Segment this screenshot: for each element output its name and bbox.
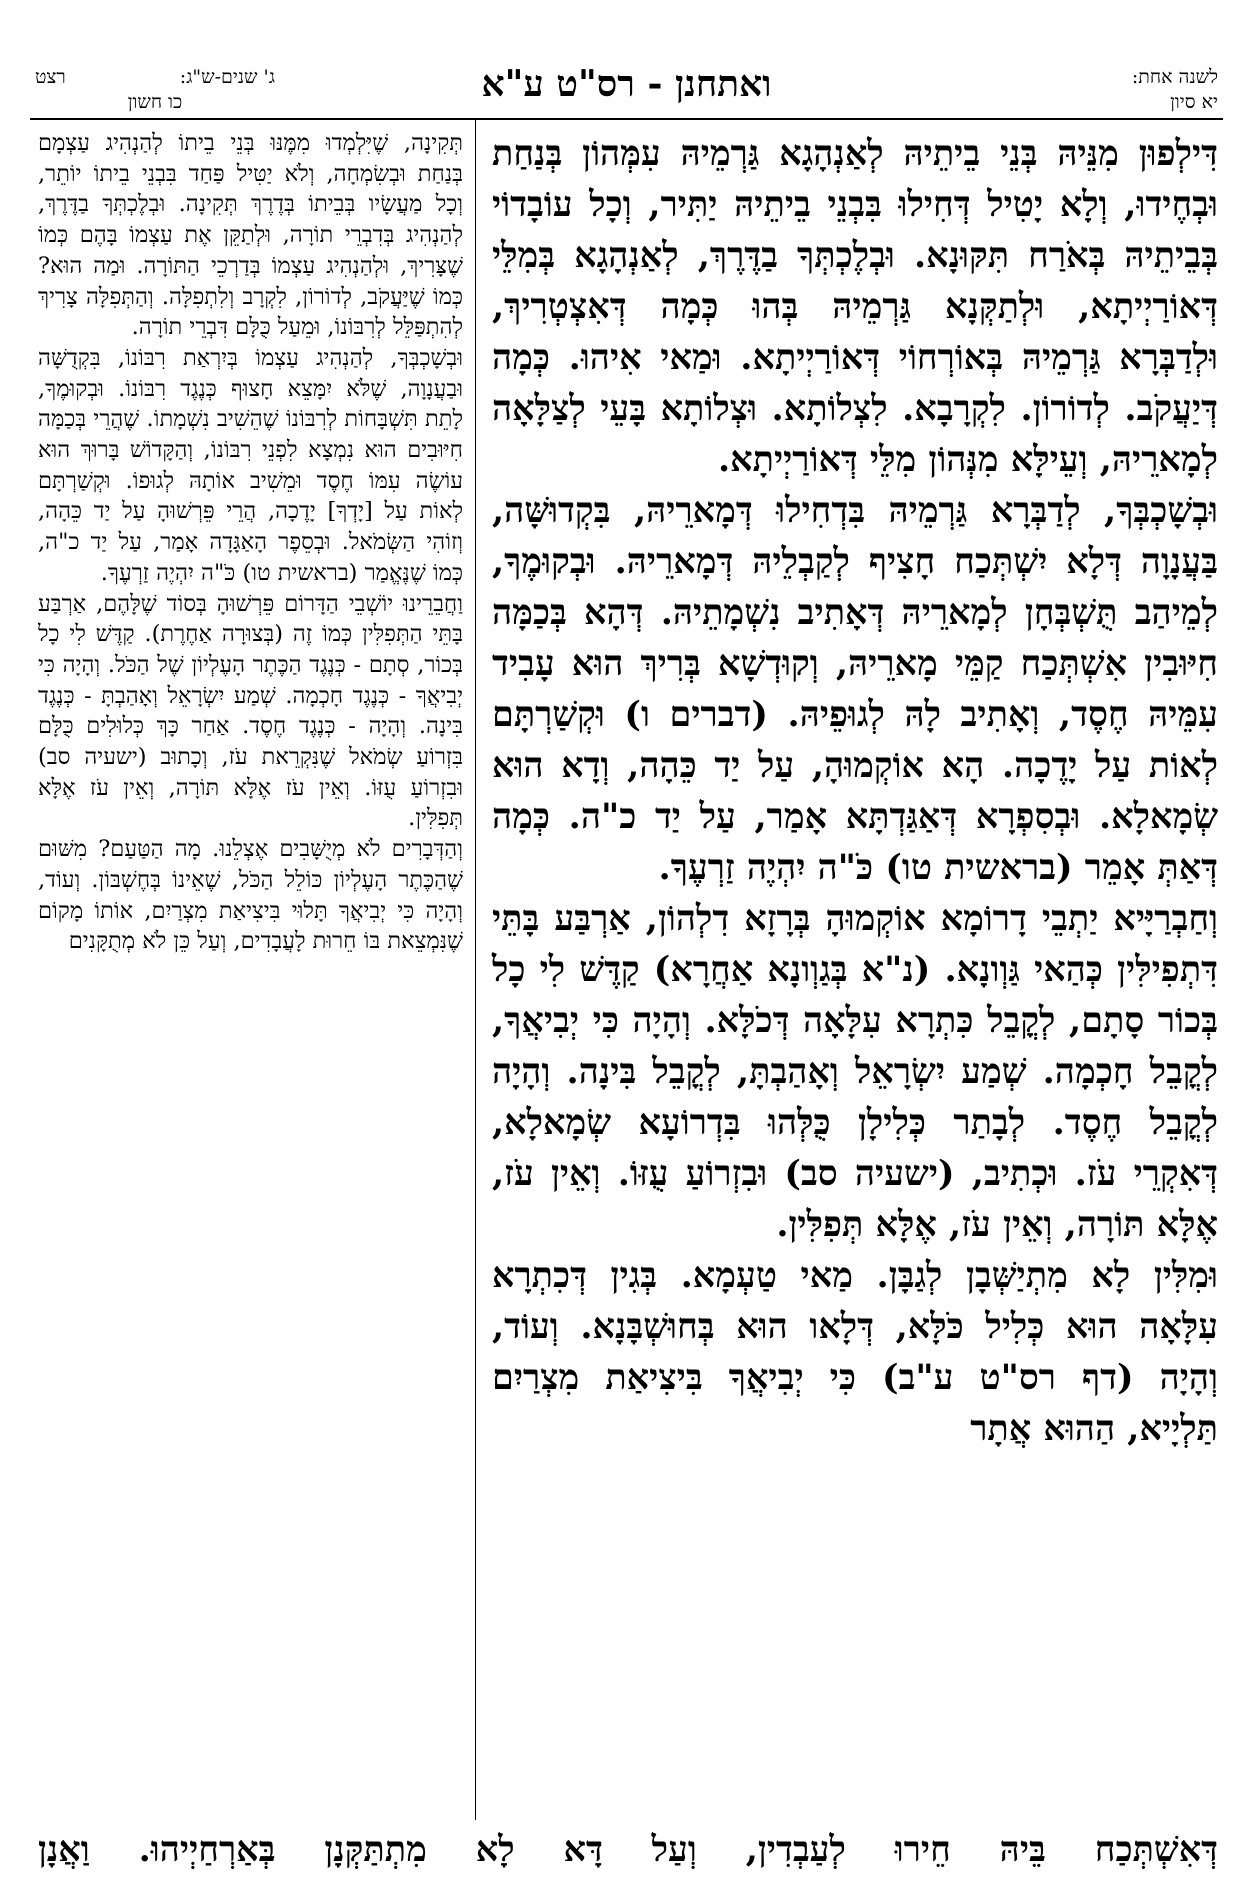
translation-paragraph: וְהַדְּבָרִים לֹא מְיֻשָּׁבִים אֶצְלֵנוּ. מָה הַטַּעַם? מִשּׁוּם שֶׁהַכֶּתֶר הָעֶלְיוֹן כּוֹלֵל הַכֹּל, שֶׁאֵינוֹ בְּחֶשְׁבּוֹן. וְעוֹד, וְהָיָה כִּי יְבִיאֲךָ תָּלוּי בִּיצִיאַת מִצְרַיִם, אוֹתוֹ מָקוֹם שֶׁנִּמְצֵאת בּוֹ חֵרוּת לָעֲבָדִים, וְעַל כֵּן לֹא מְתֻקָּנִים <box>38 836 463 955</box>
aramaic-paragraph: וּבְשָׁכְבְּךָ, לְדַבְּרָא גַּרְמֵיהּ בִּדְחִילוּ דְּמָארֵיהּ, בִּקְדוּשָּׁה, בַּעֲנָוָה דְּלָא יִשְׁתְּכַח חָצִיף לְקַבְלֵיהּ דְּמָארֵיהּ. וּבְקוּמֶךָ, לְמֵיהַב תֻּשְׁבְּחָן לְמָארֵיהּ דְּאָתִיב נִשְׁמָתֵיהּ. דְּהָא בְּכַמָּה חִיּוּבִין אִשְׁתְּכַח קַמֵּי מָארֵיהּ, וְקוּדְשָׁא בְּרִיךְ הוּא עָבִיד עִמֵּיהּ חֶסֶד, וְאָתִיב לָהּ לְגוּפֵיהּ. (דברים ו) וּקְשַׁרְתָּם לְאוֹת עַל יָדֶכָה. הָא אוֹקְמוּהָ, עַל יַד כֵּהָה, וְדָא הוּא שְׂמָאלָא. וּבְסִפְרָא דְּאַגַּדְתָּא אָמַר, עַל יַד כ"ה. כְּמָה דְּאַתְּ אָמֵר (בראשית טו) כֹּ"ה יִהְיֶה זַרְעֶךָ. <box>492 490 1218 888</box>
aramaic-paragraph: וְחַבְרַיָּיא יַתְבֵי דָרוֹמָא אוֹקְמוּהָ בְּרָזָא דִלְהוֹן, אַרְבַּע בָּתֵּי דִּתְפִילִּין כְּהַאי גַּוְונָא. (נ"א בְּגַוְונָא אַחֲרָא) קַדֶּשׁ לִי כָל בְּכוֹר סָתָם, לְקֳבֵל כִּתְרָא עִלָּאָה דְּכֹלָּא. וְהָיָה כִּי יְבִיאֲךָ, לְקֳבֵל חָכְמָה. שְׁמַע יִשְׂרָאֵל וְאָהַבְתָּ, לְקֳבֵל בִּינָה. וְהָיָה לְקֳבֵל חֶסֶד. לְבָתַר כְּלִילָן כֻּלְּהוּ בִּדְרוֹעָא שְׂמָאלָא, דְּאִקְרֵי עֹז. וּכְתִיב, (ישעיה סב) וּבִזְרוֹעַ עֻזּוֹ. וְאֵין עֹז, אֶלָּא תּוֹרָה, וְאֵין עֹז, אֶלָּא תְּפִלִּין. <box>492 898 1218 1245</box>
translation-paragraph: תְּקִינָה, שֶׁיִּלְמְדוּ מִמֶּנּוּ בְּנֵי בֵיתוֹ לְהַנְהִיג עַצְמָם בְּנַחַת וּבְשִׂמְחָה, וְלֹא יַטִּיל פַּחַד בִּבְנֵי בֵיתוֹ יוֹתֵר, וְכָל מַעֲשָׂיו בְּבֵיתוֹ בְּדֶרֶךְ תְּקִינָה. וּבְלֶכְתְּךָ בַדֶּרֶךְ, לְהַנְהִיג בְּדִבְרֵי תוֹרָה, וּלְתַקֵּן אֶת עַצְמוֹ בָּהֶם כְּמוֹ שֶׁצָּרִיךְ, וּלְהַנְהִיג עַצְמוֹ בְּדַרְכֵי הַתּוֹרָה. וּמַה הוּא? כְּמוֹ שֶׁיַּעֲקֹב, לְדוֹרוֹן, לִקְרָב וְלִתְפִלָּה. וְהַתְּפִלָּה צָרִיךְ לְהִתְפַּלֵּל לְרִבּוֹנוֹ, וּמֵעַל כֻּלָּם דִּבְרֵי תוֹרָה. <box>38 130 463 341</box>
header-date-three-years: כו חשון <box>127 91 183 113</box>
continuation-line: דְּאִשְׁתְּכַח בֵּיהּ חֵירוּ לְעַבְדִין, וְעַל דָּא לָא מִתְתַּקְּנָן בְּאַרְחַיְיהוּ. וַאֲנָן <box>38 1829 1218 1870</box>
header-date-one-year: יא סיון <box>1170 91 1218 113</box>
translation-paragraph: וּבְשָׁכְבְּךָ, לְהַנְהִיג עַצְמוֹ בְּיִרְאַת רִבּוֹנוֹ, בִּקְדֻשָּׁה וּבַעֲנָוָה, שֶׁלֹּא יִמָּצֵא חָצוּף כְּנֶגֶד רִבּוֹנוֹ. וּבְקוּמֶךָ, לָתֵת תִּשְׁבָּחוֹת לְרִבּוֹנוֹ שֶׁהֵשִׁיב נִשְׁמָתוֹ. שֶׁהֲרֵי בְּכַמָּה חִיּוּבִים הוּא נִמְצָא לִפְנֵי רִבּוֹנוֹ, וְהַקָּדוֹשׁ בָּרוּךְ הוּא עוֹשֶׂה עִמּוֹ חֶסֶד וּמֵשִׁיב אוֹתָהּ לְגוּפוֹ. וּקְשַׁרְתָּם לְאוֹת עַל [יָדְךָ] יָדֶכָה, הֲרֵי פֵּרְשׁוּהָ עַל יַד כֵּהָה, וְזוֹהִי הַשְּׂמֹאל. וּבְסֵפֶר הָאַגָּדָה אָמַר, עַל יַד כ"ה, כְּמוֹ שֶׁנֶּאֱמַר (בראשית טו) כֹּ"ה יִהְיֶה זַרְעֶךָ. <box>38 344 463 586</box>
page-title: ואתחנן - רס"ט ע"א <box>481 63 772 105</box>
translation-paragraph: וַחֲבֵרֵינוּ יוֹשְׁבֵי הַדָּרוֹם פֵּרְשׁוּהָ בְּסוֹד שֶׁלָּהֶם, אַרְבַּע בָּתֵּי הַתְּפִלִּין כְּמוֹ זֶה (בְּצוּרָה אַחֶרֶת). קַדֶּשׁ לִי כָל בְּכוֹר, סְתָם - כְּנֶגֶד הַכֶּתֶר הָעֶלְיוֹן שֶׁל הַכֹּל. וְהָיָה כִּי יְבִיאֲךָ - כְּנֶגֶד חָכְמָה. שְׁמַע יִשְׂרָאֵל וְאָהַבְתָּ - כְּנֶגֶד בִּינָה. וְהָיָה - כְּנֶגֶד חֶסֶד. אַחַר כָּךְ כְּלוּלִים כֻּלָּם בִּזְרוֹעַ שְׂמֹאל שֶׁנִּקְרֵאת עֹז, וְכָתוּב (ישעיה סב) וּבִזְרוֹעַ עֻזּוֹ. וְאֵין עֹז אֶלָּא תּוֹרָה, וְאֵין עֹז אֶלָּא תְּפִלִּין. <box>38 590 463 832</box>
column-divider <box>475 120 476 1820</box>
header-rule <box>30 118 1223 120</box>
header-schedule-three-years: ג' שנים-ש"ג: <box>179 66 275 88</box>
aramaic-paragraph: וּמִלִּין לָא מִתְיַשְּׁבָן לְגַבָּן. מַאי טַעְמָא. בְּגִין דְּכִתְרָא עִלָּאָה הוּא כְּלִיל כֹּלָּא, דְּלָאו הוּא בְּחוּשְׁבָּנָא. וְעוֹד, וְהָיָה (דף רס"ט ע"ב) כִּי יְבִיאֲךָ בִּיצִיאַת מִצְרַיִם תַּלְיָיא, הַהוּא אֲתָר <box>492 1255 1218 1449</box>
header-schedule-one-year: לשנה אחת: <box>1131 66 1218 88</box>
header-left <box>35 65 275 115</box>
aramaic-paragraph: דִּילְפוּן מִנֵּיהּ בְּנֵי בֵיתֵיהּ לְאַנְהָגָא גַּרְמֵיהּ עִמְּהוֹן בְּנַחַת וּבְחֶידוּ, וְלָא יָטִיל דְּחִילוּ בִּבְנֵי בֵיתֵיהּ יַתִּיר, וְכָל עוֹבָדוֹי בְּבֵיתֵיהּ בְּאֹרַח תִּקּוּנָא. וּבְלֶכְתְּךָ בַדֶּרֶךְ, לְאַנְהָגָא בְּמִלֵּי דְּאוֹרַיְיתָא, וּלְתַקְּנָא גַּרְמֵיהּ בְּהוּ כְּמָה דְּאִצְטְרִיךְ, וּלְדַבְּרָא גַּרְמֵיהּ בְּאוֹרְחוֹי דְּאוֹרַיְיתָא. וּמַאי אִיהוּ. כְּמָה דְּיַעֲקֹב. לְדוֹרוֹן. לִקְרָבָא. לִצְלוֹתָא. וּצְלוֹתָא בָּעֵי לְצַלָּאָה לְמָארֵיהּ, וְעֵילָּא מִנְּהוֹן מִלֵּי דְּאוֹרַיְיתָא. <box>492 133 1218 480</box>
page-number: רצט <box>35 66 66 88</box>
translation-column <box>38 128 463 957</box>
aramaic-column <box>492 128 1218 1454</box>
